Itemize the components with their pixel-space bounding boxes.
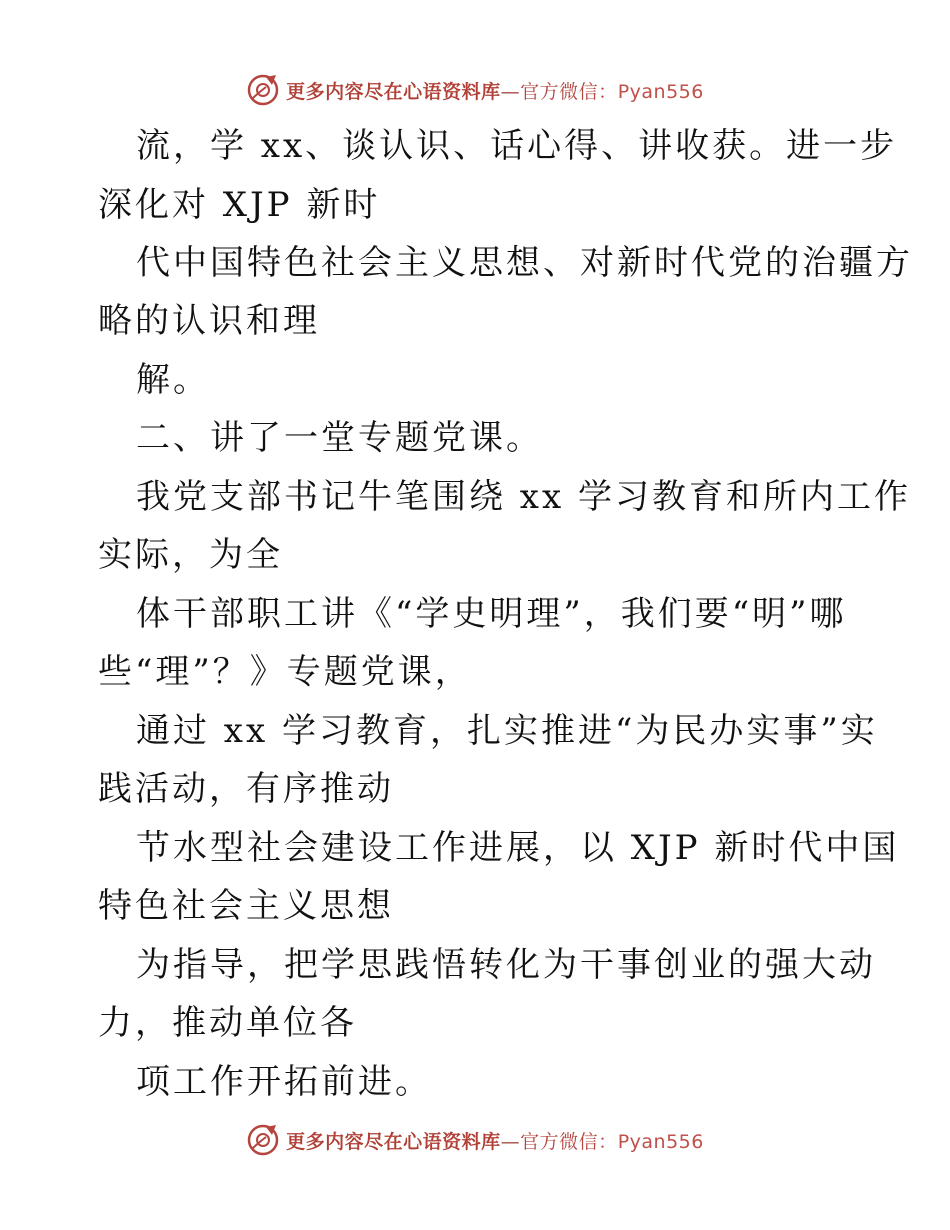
paragraph-line: 力，推动单位各 bbox=[98, 1003, 357, 1043]
paragraph-line: 特色社会主义思想 bbox=[98, 886, 394, 926]
pen-seal-logo-icon bbox=[246, 1123, 280, 1157]
paragraph-line: 践活动，有序推动 bbox=[98, 769, 394, 809]
paragraph-line: 项工作开拓前进。 bbox=[136, 1062, 432, 1102]
paragraph-line: 节水型社会建设工作进展，以 XJP 新时代中国 bbox=[136, 828, 900, 868]
paragraph-line: 我党支部书记牛笔围绕 xx 学习教育和所内工作 bbox=[136, 477, 911, 517]
paragraph-line: 解。 bbox=[136, 360, 210, 400]
watermark-separator: — bbox=[500, 80, 521, 103]
watermark-main: 更多内容尽在心语资料库 bbox=[286, 1130, 501, 1153]
watermark-text bbox=[286, 1127, 704, 1154]
paragraph-line: 代中国特色社会主义思想、对新时代党的治疆方 bbox=[136, 243, 913, 283]
watermark-label: 官方微信： bbox=[520, 1130, 618, 1153]
paragraph-line: 通过 xx 学习教育，扎实推进“为民办实事”实 bbox=[136, 711, 878, 751]
section-heading: 二、讲了一堂专题党课。 bbox=[136, 418, 543, 458]
watermark-handle: Pyan556 bbox=[617, 1130, 704, 1153]
watermark-main: 更多内容尽在心语资料库 bbox=[286, 80, 501, 103]
paragraph-line: 略的认识和理 bbox=[98, 301, 320, 341]
paragraph-line: 些“理”？》专题党课， bbox=[98, 652, 472, 692]
paragraph-line: 流，学 xx、谈认识、话心得、讲收获。进一步 bbox=[136, 126, 898, 166]
watermark-label: 官方微信： bbox=[520, 80, 618, 103]
footer-watermark bbox=[0, 1120, 950, 1160]
watermark-separator: — bbox=[500, 1130, 521, 1153]
paragraph-line: 体干部职工讲《“学史明理”，我们要“明”哪 bbox=[136, 594, 847, 634]
paragraph-line: 实际，为全 bbox=[98, 535, 283, 575]
paragraph-line: 深化对 XJP 新时 bbox=[98, 185, 381, 225]
paragraph-line: 为指导，把学思践悟转化为干事创业的强大动 bbox=[136, 945, 876, 985]
watermark-handle: Pyan556 bbox=[617, 80, 704, 103]
